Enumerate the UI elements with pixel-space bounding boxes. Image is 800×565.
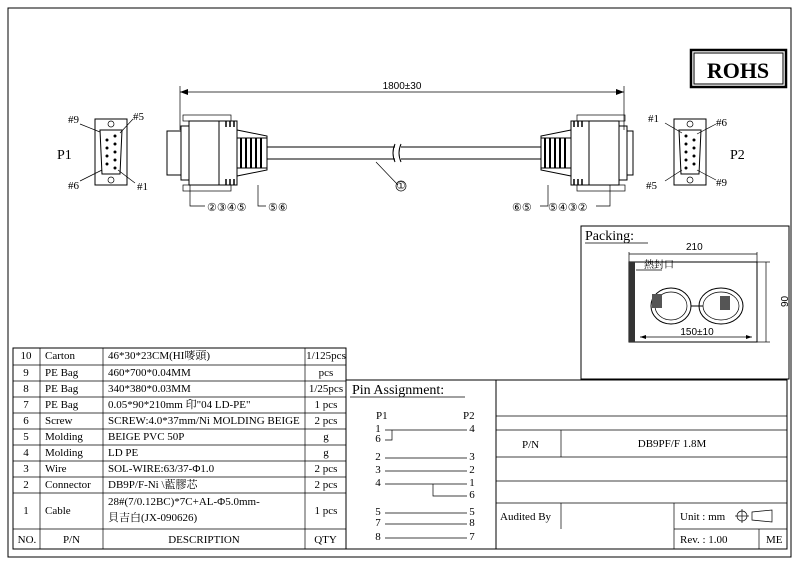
bom-row-desc: 460*700*0.04MM: [108, 367, 191, 379]
packing-seal-label: 熱封口: [644, 260, 674, 271]
bom-row-qty: 1 pcs: [314, 399, 338, 411]
p2-label: P2: [730, 148, 745, 163]
p1-pin-tr: #5: [133, 111, 144, 123]
pin-right-number: 3: [469, 451, 475, 463]
bom-row-desc2: 貝吉白(JX-090626): [108, 512, 198, 524]
bom-row-qty: 1/25pcs: [308, 383, 344, 395]
p2-pin-tr: #6: [716, 117, 727, 129]
p2-pin-tl: #1: [648, 113, 659, 125]
pn-value: DB9PF/F 1.8M: [637, 438, 707, 450]
pn-label: P/N: [522, 439, 540, 451]
bom-row-no: 2: [23, 479, 29, 491]
pin-left-number: 2: [375, 451, 381, 463]
p1-pin-br: #1: [137, 181, 148, 193]
bom-row-qty: pcs: [318, 367, 334, 379]
audited-label: Audited By: [500, 511, 552, 523]
bom-row-pn: Screw: [45, 415, 73, 427]
packing-width: 210: [686, 242, 703, 253]
pin-right-number: 5: [469, 506, 475, 518]
bom-header-qty: QTY: [314, 534, 337, 546]
bom-header-pn: P/N: [62, 534, 81, 546]
bom-row-pn: Wire: [45, 463, 67, 475]
bom-row-desc: 340*380*0.03MM: [108, 383, 191, 395]
packing-height: 90: [780, 295, 791, 307]
bom-row-no: 6: [23, 415, 29, 427]
bom-row-desc: 46*30*23CM(HI嘜頭): [108, 350, 211, 362]
right-callout-b: ⑤④③②: [548, 202, 588, 214]
bom-row-no: 8: [23, 383, 29, 395]
bom-header-no: NO.: [17, 534, 37, 546]
bom-row-pn: Molding: [45, 447, 83, 459]
packing-title: Packing:: [585, 229, 634, 244]
bom-row-desc: SOL-WIRE:63/37-Φ1.0: [108, 463, 215, 475]
cable-callout: ①: [396, 181, 406, 192]
left-callout-a: ②③④⑤: [207, 202, 247, 214]
pin-p2-header: P2: [463, 410, 475, 422]
bom-row-pn: Cable: [45, 505, 71, 517]
p2-pin-bl: #5: [646, 180, 657, 192]
bom-row-no: 3: [23, 463, 29, 475]
bom-row-desc: LD PE: [108, 447, 139, 459]
bom-row-no: 5: [23, 431, 29, 443]
bom-row-qty: g: [323, 431, 329, 443]
bom-row-desc: BEIGE PVC 50P: [108, 431, 185, 443]
pin-left-number: 6: [375, 433, 381, 445]
packing-coil: 150±10: [680, 327, 714, 338]
bom-row-desc: 28#(7/0.12BC)*7C+AL-Φ5.0mm-: [108, 496, 260, 508]
p2-pin-br: #9: [716, 177, 727, 189]
bom-row-pn: Molding: [45, 431, 83, 443]
pin-right-number: 4: [469, 423, 475, 435]
pin-right-number: 8: [469, 517, 475, 529]
p1-label: P1: [57, 148, 72, 163]
bom-row-no: 7: [23, 399, 29, 411]
pin-left-number: 1: [375, 423, 381, 435]
bom-row-no: 4: [23, 447, 29, 459]
unit-label: Unit : mm: [680, 511, 726, 523]
right-callout-a: ⑥⑤: [512, 202, 532, 214]
bom-row-desc: DB9P/F-Ni \藍膠芯: [108, 479, 198, 491]
rohs-text: ROHS: [706, 58, 770, 83]
rev-label: Rev. : 1.00: [680, 534, 728, 546]
left-callout-b: ⑤⑥: [268, 202, 288, 214]
pin-right-number: 6: [469, 489, 475, 501]
bom-row-pn: PE Bag: [45, 383, 79, 395]
bom-row-no: 1: [23, 505, 29, 517]
pin-right-number: 1: [469, 477, 475, 489]
pin-p1-header: P1: [376, 410, 388, 422]
bom-row-no: 10: [20, 350, 32, 362]
bom-header-desc: DESCRIPTION: [168, 534, 240, 546]
bom-row-qty: 2 pcs: [314, 415, 338, 427]
pin-left-number: 4: [375, 477, 381, 489]
bom-row-qty: g: [323, 447, 329, 459]
me-label: ME: [766, 534, 783, 546]
pin-assignment-title: Pin Assignment:: [352, 383, 445, 398]
bom-row-qty: 1 pcs: [314, 505, 338, 517]
bom-row-desc: SCREW:4.0*37mm/Ni MOLDING BEIGE: [108, 415, 300, 427]
pin-left-number: 7: [375, 517, 381, 529]
p1-pin-tl: #9: [68, 114, 79, 126]
pin-right-number: 7: [469, 531, 475, 543]
bom-row-qty: 2 pcs: [314, 479, 338, 491]
bom-row-pn: PE Bag: [45, 367, 79, 379]
bom-row-qty: 1/125pcs: [306, 350, 346, 362]
p1-pin-bl: #6: [68, 180, 79, 192]
bom-row-qty: 2 pcs: [314, 463, 338, 475]
pin-right-number: 2: [469, 464, 475, 476]
bom-row-no: 9: [23, 367, 29, 379]
bom-row-pn: Carton: [45, 350, 75, 362]
bom-row-pn: PE Bag: [45, 399, 79, 411]
bom-row-pn: Connector: [45, 479, 91, 491]
length-dim-text: 1800±30: [382, 81, 422, 92]
bom-row-desc: 0.05*90*210mm 印"04 LD-PE": [108, 399, 251, 411]
pin-left-number: 8: [375, 531, 381, 543]
pin-left-number: 5: [375, 506, 381, 518]
pin-left-number: 3: [375, 464, 381, 476]
